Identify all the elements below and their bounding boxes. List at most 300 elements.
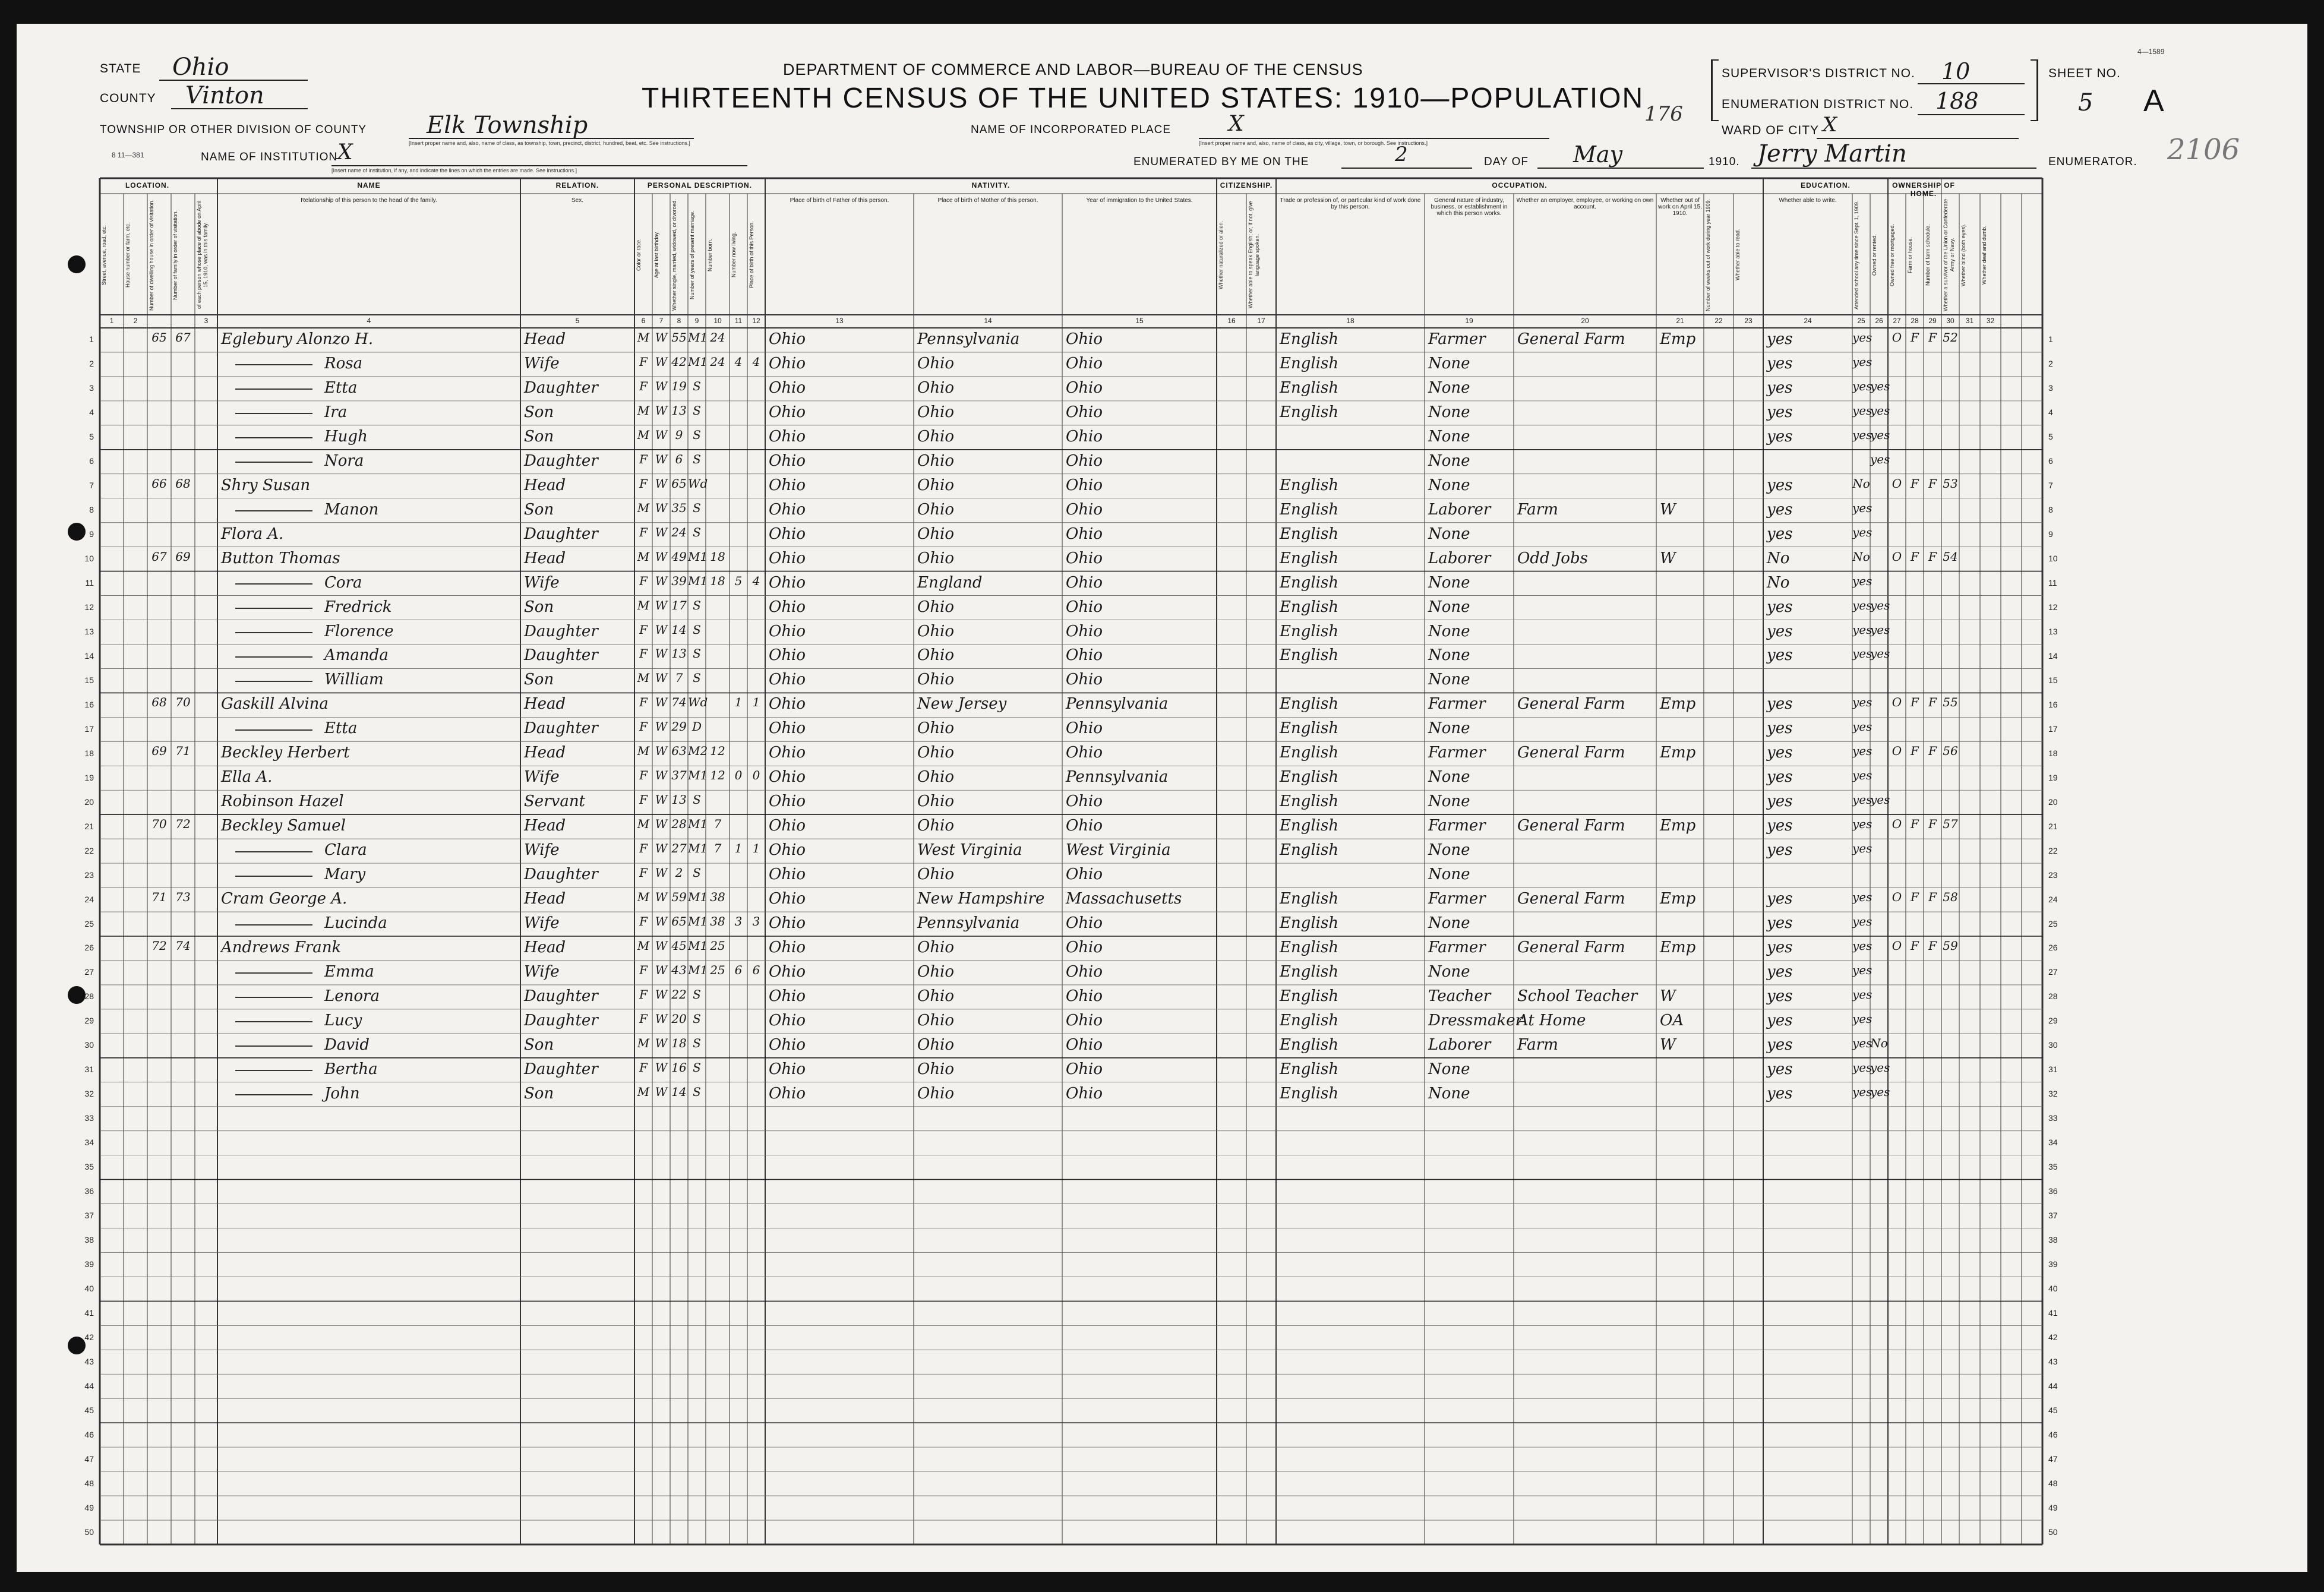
cell-birth: Ohio [769, 939, 806, 956]
surname-dash [235, 972, 312, 974]
cell-birth: Ohio [769, 500, 806, 519]
cell-sex: F [639, 573, 648, 588]
cell-age: 13 [671, 403, 687, 418]
column-head: General nature of industry, business, or establishment in which this person works. [1431, 197, 1508, 217]
cell-school: yes [1870, 378, 1890, 393]
line-number-right: 29 [2048, 1016, 2058, 1026]
column-head: Whether able to speak English; or, if not, give language spoken. [1248, 201, 1260, 309]
cell-write: yes [1852, 622, 1873, 637]
cell-relation: Daughter [524, 646, 598, 665]
cell-read: yes [1767, 768, 1793, 786]
cell-race: W [655, 427, 668, 442]
line-number-right: 47 [2048, 1454, 2058, 1464]
cell-name: Beckley Samuel [221, 817, 346, 835]
cell-living: 0 [752, 768, 760, 783]
cell-father: Ohio [917, 598, 955, 616]
cell-name: Gaskill Alvina [221, 695, 329, 713]
surname-dash [235, 1045, 312, 1047]
cell-born: 5 [734, 573, 743, 588]
line-number: 11 [85, 578, 94, 588]
cell-mother: West Virginia [1066, 841, 1171, 860]
column-number: 26 [1875, 317, 1883, 325]
cell-father: Ohio [917, 671, 955, 689]
surname-dash [235, 583, 312, 585]
cell-emp: Emp [1660, 890, 1696, 908]
cell-free: F [1911, 817, 1919, 832]
enumeration-value: 188 [1935, 88, 1979, 114]
cell-read: yes [1767, 476, 1793, 494]
cell-sex: F [639, 1060, 648, 1075]
cell-birth: Ohio [769, 695, 806, 713]
cell-father: Ohio [917, 646, 955, 665]
line-number-right: 19 [2048, 772, 2058, 782]
cell-father: Ohio [917, 719, 955, 738]
cell-sex: F [639, 622, 648, 637]
cell-read: No [1767, 549, 1790, 567]
cell-read: yes [1767, 939, 1793, 956]
cell-english: English [1280, 1011, 1339, 1029]
state-line [159, 80, 308, 81]
cell-sched: 52 [1943, 330, 1958, 345]
cell-birth: Ohio [769, 890, 806, 908]
cell-birth: Ohio [769, 914, 806, 933]
cell-family: 68 [175, 476, 191, 491]
cell-trade: None [1428, 962, 1470, 981]
column-head: Number of dwelling house in order of visitation. [149, 199, 154, 311]
cell-marital: M1 [688, 890, 708, 905]
cell-sex: F [639, 1011, 648, 1026]
cell-marital: S [693, 987, 701, 1002]
cell-relation: Daughter [524, 719, 598, 738]
cell-father: Ohio [917, 354, 955, 372]
line-number-right: 6 [2048, 456, 2053, 466]
line-number: 15 [84, 675, 94, 685]
cell-write: yes [1852, 987, 1873, 1002]
column-head: Sex. [571, 197, 583, 204]
surname-dash [235, 388, 312, 390]
column-head: Whether an employer, employee, or working on own account. [1516, 197, 1654, 210]
column-number: 2 [133, 317, 138, 325]
line-number: 38 [84, 1235, 94, 1244]
column-number: 17 [1257, 317, 1265, 325]
cell-sex: M [637, 427, 650, 442]
column-head: Owned or rented. [1871, 234, 1877, 276]
line-number: 29 [84, 1016, 94, 1026]
cell-dwelling: 67 [151, 549, 167, 564]
column-head: of each person whose place of abode on April 15, 1910, was in this family. [196, 200, 209, 309]
cell-write: yes [1852, 500, 1873, 515]
line-number-right: 10 [2048, 554, 2058, 564]
state-label: STATE [100, 62, 141, 75]
cell-marital: M1 [688, 841, 708, 856]
cell-marital: S [693, 792, 701, 807]
ward-label: WARD OF CITY [1722, 124, 1820, 137]
cell-race: W [655, 817, 668, 832]
surname-dash [235, 413, 312, 414]
line-number-right: 30 [2048, 1040, 2058, 1050]
cell-marital: M1 [688, 939, 708, 953]
column-head: Whether blind (both eyes). [1960, 223, 1966, 286]
group-citizenship: CITIZENSHIP. [1220, 181, 1273, 189]
cell-sched: 54 [1943, 549, 1958, 564]
cell-mother: Ohio [1066, 646, 1103, 665]
cell-race: W [655, 719, 668, 734]
cell-marital: M2 [688, 744, 708, 759]
cell-birth: Ohio [769, 622, 806, 640]
cell-relation: Daughter [524, 1060, 598, 1078]
cell-name: Lucinda [324, 914, 387, 933]
cell-name: Eglebury Alonzo H. [221, 330, 374, 348]
cell-emp: W [1660, 1035, 1676, 1054]
line-number: 14 [84, 650, 94, 661]
cell-trade: None [1428, 719, 1470, 738]
cell-english: English [1280, 330, 1339, 348]
cell-trade: None [1428, 914, 1470, 933]
cell-marital: D [691, 719, 702, 734]
page-title: THIRTEENTH CENSUS OF THE UNITED STATES: 1910—POPULATION [642, 83, 1644, 114]
cell-school: yes [1870, 451, 1890, 466]
cell-years: 18 [710, 549, 725, 564]
cell-race: W [655, 1060, 668, 1075]
line-number-right: 15 [2048, 675, 2058, 685]
cell-relation: Head [524, 890, 566, 908]
cell-age: 29 [671, 719, 687, 734]
cell-age: 37 [671, 768, 687, 783]
township-label: TOWNSHIP OR OTHER DIVISION OF COUNTY [100, 124, 367, 136]
column-head: Number now living. [731, 232, 737, 278]
cell-years: 12 [710, 744, 725, 759]
line-number-right: 37 [2048, 1211, 2058, 1221]
cell-name: Hugh [324, 427, 368, 446]
cell-english: English [1280, 525, 1339, 543]
cell-birth: Ohio [769, 962, 806, 981]
cell-write: yes [1852, 427, 1873, 442]
line-number-right: 24 [2048, 894, 2058, 904]
cell-mother: Pennsylvania [1066, 695, 1169, 713]
cell-mother: Ohio [1066, 622, 1103, 640]
cell-name: Robinson Hazel [221, 792, 344, 811]
line-number: 20 [84, 797, 94, 807]
cell-birth: Ohio [769, 476, 806, 494]
cell-birth: Ohio [769, 598, 806, 616]
line-number: 1 [89, 334, 94, 345]
cell-emp: Emp [1660, 695, 1696, 713]
cell-birth: Ohio [769, 549, 806, 567]
line-number: 28 [84, 991, 94, 1002]
cell-sex: F [639, 378, 648, 393]
cell-living: 4 [752, 354, 760, 369]
cell-mother: Ohio [1066, 719, 1103, 738]
cell-age: 6 [675, 451, 683, 466]
column-number: 22 [1714, 317, 1723, 325]
cell-sex: F [639, 719, 648, 734]
column-number: 12 [752, 317, 760, 325]
line-number: 48 [84, 1478, 94, 1488]
cell-marital: S [693, 1084, 701, 1099]
column-head: Number born. [707, 238, 713, 271]
sheet-label: SHEET NO. [2048, 67, 2121, 80]
cell-marital: S [693, 500, 701, 515]
cell-relation: Daughter [524, 378, 598, 397]
cell-father: Ohio [917, 525, 955, 543]
line-number-right: 20 [2048, 797, 2058, 807]
cell-farm: F [1928, 817, 1937, 832]
cell-english: English [1280, 768, 1339, 786]
cell-race: W [655, 354, 668, 369]
cell-father: Ohio [917, 1060, 955, 1078]
township-note: [Insert proper name and, also, name of class, as township, town, precinct, district, hundred, beat, etc. See instructions.] [409, 140, 690, 146]
cell-english: English [1280, 719, 1339, 738]
county-value: Vinton [185, 82, 264, 109]
cell-race: W [655, 866, 668, 880]
cell-write: yes [1852, 792, 1873, 807]
cell-relation: Son [524, 1084, 554, 1103]
punch-hole [68, 255, 86, 273]
cell-father: Ohio [917, 768, 955, 786]
cell-name: Cram George A. [221, 890, 348, 908]
cell-trade: None [1428, 646, 1470, 665]
cell-write: yes [1852, 841, 1873, 856]
cell-age: 43 [671, 962, 687, 977]
line-number: 46 [84, 1429, 94, 1439]
column-head: Place of birth of Father of this person. [790, 197, 889, 204]
cell-farm: F [1928, 476, 1937, 491]
column-number: 31 [1965, 317, 1974, 325]
cell-father: Pennsylvania [917, 914, 1020, 933]
cell-marital: S [693, 1060, 701, 1075]
cell-name: Mary [324, 866, 366, 884]
township-value: Elk Township [427, 112, 588, 139]
cell-born: 6 [734, 962, 743, 977]
column-head: Attended school any time since Sept. 1, 1909. [1853, 200, 1859, 309]
line-number: 41 [84, 1307, 94, 1318]
line-number-right: 9 [2048, 529, 2053, 539]
cell-birth: Ohio [769, 1011, 806, 1029]
line-number-right: 33 [2048, 1113, 2058, 1123]
district-bracket [1711, 59, 1719, 121]
form-code: 4—1589 [2137, 48, 2165, 56]
cell-sched: 53 [1943, 476, 1958, 491]
cell-marital: S [693, 427, 701, 442]
cell-english: English [1280, 646, 1339, 665]
column-head: Number of years of present marriage. [689, 210, 695, 299]
line-number: 45 [84, 1405, 94, 1415]
cell-read: yes [1767, 525, 1793, 543]
cell-trade: None [1428, 573, 1470, 592]
line-number: 40 [84, 1283, 94, 1293]
cell-marital: M1 [688, 817, 708, 832]
cell-living: 6 [752, 962, 760, 977]
cell-write: No [1852, 549, 1870, 564]
column-number: 23 [1744, 317, 1753, 325]
cell-family: 73 [175, 890, 191, 905]
cell-birth: Ohio [769, 451, 806, 470]
cell-industry: General Farm [1517, 330, 1625, 348]
cell-industry: Farm [1517, 500, 1558, 519]
cell-name: Nora [324, 451, 364, 470]
cell-relation: Wife [524, 962, 560, 981]
cell-birth: Ohio [769, 987, 806, 1005]
cell-free: F [1911, 549, 1919, 564]
cell-trade: None [1428, 671, 1470, 689]
cell-sex: F [639, 962, 648, 977]
cell-mother: Ohio [1066, 1035, 1103, 1054]
cell-write: yes [1852, 598, 1873, 612]
cell-trade: None [1428, 451, 1470, 470]
cell-sex: F [639, 451, 648, 466]
cell-owned: O [1892, 890, 1902, 905]
cell-read: yes [1767, 817, 1793, 835]
surname-dash [235, 364, 312, 365]
line-number-right: 36 [2048, 1186, 2058, 1196]
cell-english: English [1280, 573, 1339, 592]
cell-sex: M [637, 330, 650, 345]
cell-father: Ohio [917, 866, 955, 884]
column-number: 24 [1804, 317, 1812, 325]
cell-marital: S [693, 1011, 701, 1026]
year-label: 1910. [1709, 156, 1740, 168]
cell-father: Ohio [917, 451, 955, 470]
cell-read: yes [1767, 914, 1793, 933]
cell-name: Cora [324, 573, 362, 592]
cell-english: English [1280, 549, 1339, 567]
state-value: Ohio [172, 53, 229, 81]
cell-race: W [655, 622, 668, 637]
cell-read: yes [1767, 1084, 1793, 1103]
group-personal: PERSONAL DESCRIPTION. [647, 181, 753, 189]
cell-mother: Ohio [1066, 914, 1103, 933]
cell-relation: Son [524, 500, 554, 519]
cell-name: Button Thomas [221, 549, 340, 567]
line-number: 7 [89, 481, 94, 491]
cell-trade: None [1428, 525, 1470, 543]
column-head: Whether able to write. [1779, 197, 1837, 204]
cell-birth: Ohio [769, 671, 806, 689]
cell-family: 74 [175, 939, 191, 953]
cell-mother: Massachusetts [1066, 890, 1182, 908]
cell-race: W [655, 330, 668, 345]
cell-read: yes [1767, 354, 1793, 372]
cell-name: Shry Susan [221, 476, 311, 494]
cell-name: David [324, 1035, 370, 1054]
cell-sched: 57 [1943, 817, 1958, 832]
cell-dwelling: 70 [151, 817, 167, 832]
cell-write: yes [1852, 890, 1873, 905]
cell-write: yes [1852, 330, 1873, 345]
cell-birth: Ohio [769, 330, 806, 348]
column-head: Place of birth of Mother of this person. [937, 197, 1038, 204]
line-number-right: 31 [2048, 1065, 2058, 1075]
cell-sex: M [637, 500, 650, 515]
cell-race: W [655, 1011, 668, 1026]
institution-note: [Insert name of institution, if any, and indicate the lines on which the entries are made. See instructions.] [331, 168, 577, 173]
column-head: Owned free or mortgaged. [1889, 223, 1895, 286]
cell-mother: Ohio [1066, 671, 1103, 689]
column-head: Whether naturalized or alien. [1218, 220, 1224, 289]
cell-sex: F [639, 914, 648, 929]
cell-relation: Wife [524, 354, 560, 372]
cell-living: 1 [752, 695, 760, 710]
cell-farm: F [1928, 549, 1937, 564]
supervisor-value: 10 [1941, 58, 1971, 84]
cell-marital: Wd [688, 695, 708, 710]
cell-write: No [1852, 476, 1870, 491]
cell-father: Ohio [917, 1035, 955, 1054]
cell-birth: Ohio [769, 573, 806, 592]
cell-relation: Daughter [524, 622, 598, 640]
column-number: 5 [575, 317, 580, 325]
cell-father: Ohio [917, 403, 955, 421]
cell-name: Ira [324, 403, 348, 421]
line-number-right: 26 [2048, 943, 2058, 953]
line-number: 17 [84, 724, 94, 734]
cell-birth: Ohio [769, 1084, 806, 1103]
cell-english: English [1280, 744, 1339, 762]
cell-trade: Laborer [1428, 549, 1491, 567]
cell-write: yes [1852, 695, 1873, 710]
cell-sex: F [639, 792, 648, 807]
line-number-right: 32 [2048, 1089, 2058, 1099]
cell-marital: M1 [688, 914, 708, 929]
cell-marital: S [693, 671, 701, 686]
cell-marital: M1 [688, 573, 708, 588]
cell-english: English [1280, 987, 1339, 1005]
cell-years: 24 [710, 330, 725, 345]
cell-owned: O [1892, 330, 1902, 345]
line-number-right: 28 [2048, 991, 2058, 1002]
column-head: Street, avenue, road, etc. [101, 225, 107, 285]
cell-name: Ella A. [221, 768, 273, 786]
surname-dash [235, 924, 312, 925]
cell-relation: Son [524, 598, 554, 616]
surname-dash [235, 681, 312, 682]
incorporated-label: NAME OF INCORPORATED PLACE [971, 124, 1172, 136]
cell-father: West Virginia [917, 841, 1022, 860]
line-number: 21 [84, 821, 94, 831]
cell-name: Florence [324, 622, 394, 640]
small-form-code: 8 11—381 [112, 151, 144, 159]
cell-read: yes [1767, 987, 1793, 1005]
column-number: 19 [1465, 317, 1473, 325]
cell-father: Ohio [917, 500, 955, 519]
line-number: 3 [89, 383, 94, 393]
surname-dash [235, 1021, 312, 1022]
cell-school: yes [1870, 427, 1890, 442]
cell-age: 74 [671, 695, 687, 710]
cell-sex: M [637, 549, 650, 564]
cell-marital: S [693, 866, 701, 880]
column-number: 4 [367, 317, 371, 325]
cell-marital: S [693, 525, 701, 539]
day-of-label: DAY OF [1484, 156, 1529, 168]
cell-emp: Emp [1660, 817, 1696, 835]
cell-mother: Ohio [1066, 1011, 1103, 1029]
cell-read: yes [1767, 744, 1793, 762]
column-number: 15 [1135, 317, 1144, 325]
county-line [171, 108, 308, 109]
cell-race: W [655, 987, 668, 1002]
cell-age: 14 [671, 622, 687, 637]
group-location: LOCATION. [125, 181, 170, 189]
cell-owned: O [1892, 744, 1902, 759]
ward-value: X [1823, 113, 1837, 137]
column-number: 13 [835, 317, 844, 325]
cell-english: English [1280, 403, 1339, 421]
surname-dash [235, 876, 312, 877]
cell-industry: School Teacher [1517, 987, 1638, 1005]
line-number: 33 [84, 1113, 94, 1123]
cell-living: 1 [752, 841, 760, 856]
